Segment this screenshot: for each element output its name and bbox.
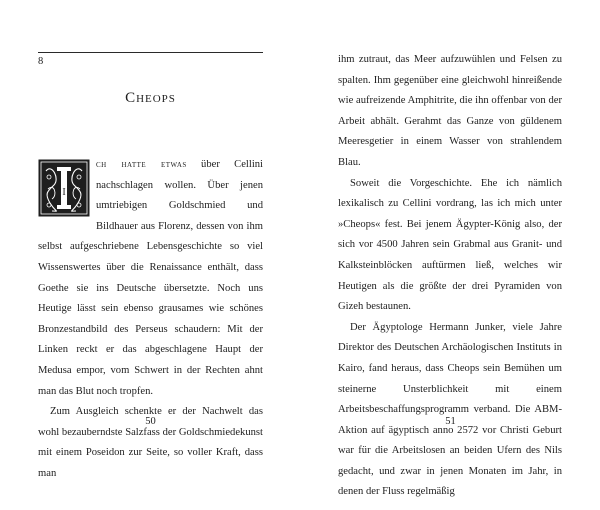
right-paragraph-2: Soweit die Vorgeschichte. Ehe ich nämlich lexikalisch zu Cellini vordrang, las ich mich unter »Cheops« fest. Bei jenem Ägypter-König also, der sich vor 4500 Jahren sein Grabmal aus Granit- und Kalksteinblöcken auftürmen ließ, welches wir Heutigen als die größte der drei Pyramiden von Gizeh bestaunen.: [338, 177, 562, 313]
left-paragraph-2: Zum Ausgleich schenkte er der Nachwelt das wohl bezauberndste Salzfass der Goldschmiedekunst mit einem Poseidon zur Seite, so voller Kraft, dass man: [38, 406, 263, 479]
chapter-number: 8: [38, 56, 44, 67]
right-paragraph-1: ihm zutraut, das Meer aufzuwühlen und Felsen zu spalten. Ihm gegenüber eine gleichwohl hinreißende wie aufreizende Amphitrite, die ihn offenbar von der Arbeit abhält. Gerahmt das Ganze von güldenem Meeresgetier in einem Wasser von strahlendem Blau.: [338, 54, 562, 168]
right-paragraph-3: Der Ägyptologe Hermann Junker, viele Jahre Direktor des Deutschen Archäologischen Instituts in Kairo, fand heraus, dass Cheops sein Bemühen um steinerne Unsterblichkeit mit einem Arbeitsbeschaffungsprogramm verband. Die ABM-Aktion auf ägyptisch anno 2572 vor Christi Geburt war für die Arbeitslosen an beiden Ufern des Nils gedacht, und zwar in jenen Monaten im Jahr, in denen der Fluss regelmäßig: [338, 321, 562, 498]
right-page: [300, 0, 600, 510]
paragraph-1-text: über Cellini nachschlagen wollen. Über jenen umtriebigen Goldschmied und Bildhauer aus Florenz, dessen von ihm selbst aufgeschriebene Lebensgeschichte so viel Wissenswertes über die Renaissance enthält, dass Goethe sie ins Deutsche übersetzte. Noch uns Heutige lässt sein ebenso grausames wie schönes Bronzestandbild des Perseus schaudern: Mit der Linken reckt er das abgeschlagene Haupt der Medusa empor, vom Schwert in der Rechten ahnt man das Blut noch tropfen.: [38, 159, 263, 397]
header-rule: [38, 52, 263, 53]
lead-in-small-caps: ch hatte etwas: [96, 159, 187, 170]
page-number-left: 50: [145, 416, 156, 427]
ornamental-dropcap-icon: [38, 159, 90, 217]
svg-text:I: I: [62, 187, 66, 198]
left-paragraph-1: [38, 155, 263, 402]
left-body-text: [38, 155, 263, 485]
right-body-text: [338, 50, 562, 503]
chapter-title: Cheops: [125, 90, 176, 106]
page-number-right: 51: [445, 416, 456, 427]
